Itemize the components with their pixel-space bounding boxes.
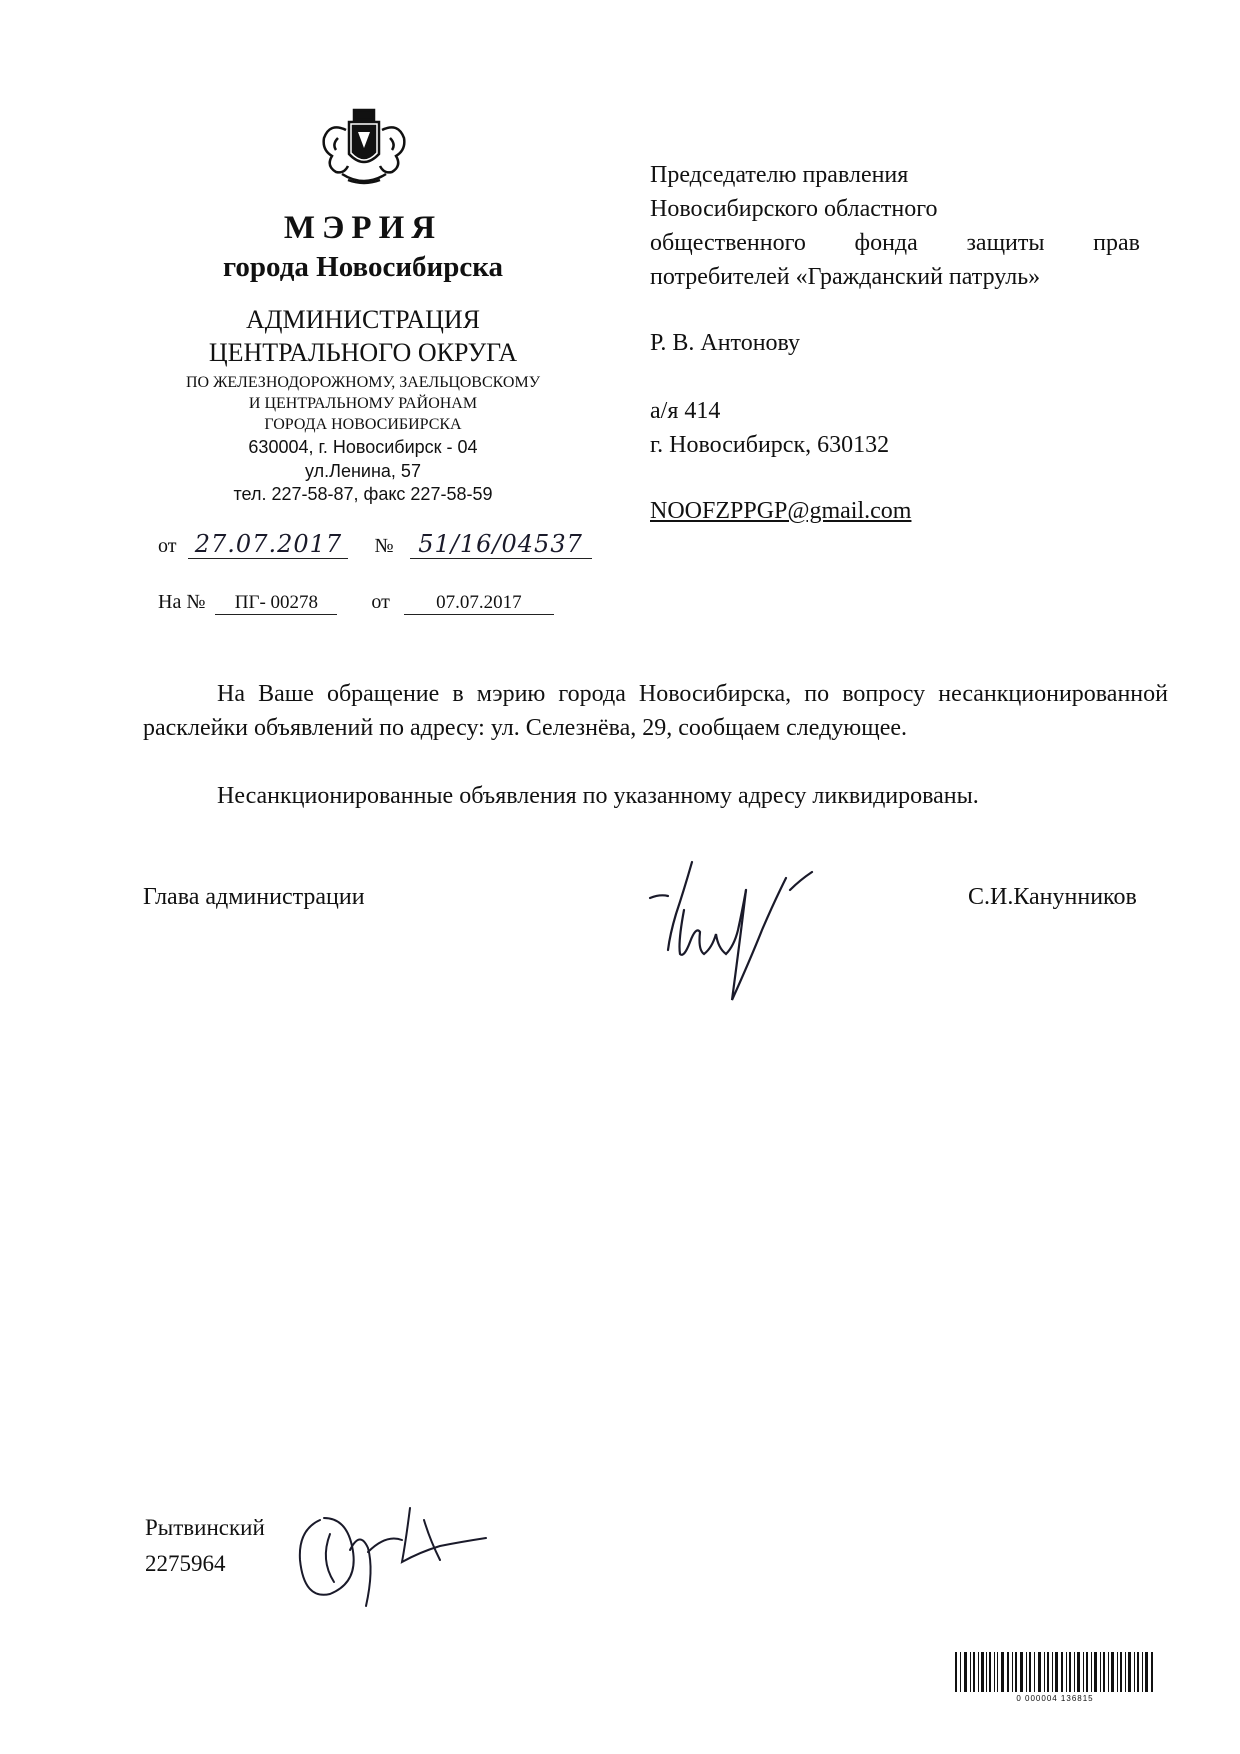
districts-line-3: ГОРОДА НОВОСИБИРСКА xyxy=(264,416,462,433)
district-title: ЦЕНТРАЛЬНОГО ОКРУГА xyxy=(208,338,518,367)
registration-from-label: от xyxy=(158,535,177,557)
recipient-name: Р. В. Антонову xyxy=(650,330,801,356)
reference-from-label: от xyxy=(371,591,390,613)
districts-line-2: И ЦЕНТРАЛЬНОМУ РАЙОНАМ xyxy=(248,395,478,412)
city-coat-of-arms-emblem xyxy=(318,108,410,188)
recipient-city: г. Новосибирск, 630132 xyxy=(650,432,890,458)
reference-row xyxy=(158,590,554,615)
reference-number: ПГ- 00278 xyxy=(215,592,337,615)
body-paragraph-1: На Ваше обращение в мэрию города Новосибирска, по вопросу несанкционированной расклейки объявлений по адресу: ул. Селезнёва, 29, сообщаем следующее. xyxy=(143,681,1168,741)
initials-signature xyxy=(290,1490,500,1620)
administration-title: АДМИНИСТРАЦИЯ xyxy=(246,305,480,334)
registration-date: 27.07.2017 xyxy=(188,530,348,559)
recipient-line-1: Председателю правления xyxy=(650,162,909,188)
reference-date: 07.07.2017 xyxy=(404,592,554,615)
registration-number: 51/16/04537 xyxy=(410,530,592,559)
handwritten-signature xyxy=(640,850,840,1020)
barcode-number: 0 000004 136815 xyxy=(1016,1694,1094,1703)
performer-name: Рытвинский xyxy=(145,1515,265,1540)
signatory-name: С.И.Канунников xyxy=(968,884,1137,910)
sender-address-line-1: 630004, г. Новосибирск - 04 xyxy=(248,437,478,457)
performer-phone: 2275964 xyxy=(145,1551,226,1576)
sender-address-line-2: ул.Ленина, 57 xyxy=(305,461,421,481)
districts-line-1: ПО ЖЕЛЕЗНОДОРОЖНОМУ, ЗАЕЛЬЦОВСКОМУ xyxy=(185,374,541,391)
recipient-po-box: а/я 414 xyxy=(650,398,721,424)
mayor-office-city: города Новосибирска xyxy=(222,251,504,283)
reference-label: На № xyxy=(158,591,206,613)
recipient-line-3: общественного фонда защиты прав xyxy=(650,230,1140,256)
signatory-position: Глава администрации xyxy=(143,884,365,910)
sender-phones: тел. 227-58-87, факс 227-58-59 xyxy=(233,484,493,504)
recipient-line-2: Новосибирского областного xyxy=(650,196,938,222)
document-barcode xyxy=(955,1652,1155,1692)
recipient-email-link[interactable]: NOOFZPPGP@gmail.com xyxy=(650,498,912,524)
recipient-email[interactable] xyxy=(650,494,1150,528)
registration-row xyxy=(158,530,592,559)
mayor-office-title: МЭРИЯ xyxy=(283,210,443,246)
recipient-line-4: потребителей «Гражданский патруль» xyxy=(650,264,1041,290)
body-paragraph-2: Несанкционированные объявления по указанному адресу ликвидированы. xyxy=(217,783,979,809)
registration-number-label: № xyxy=(374,535,394,557)
